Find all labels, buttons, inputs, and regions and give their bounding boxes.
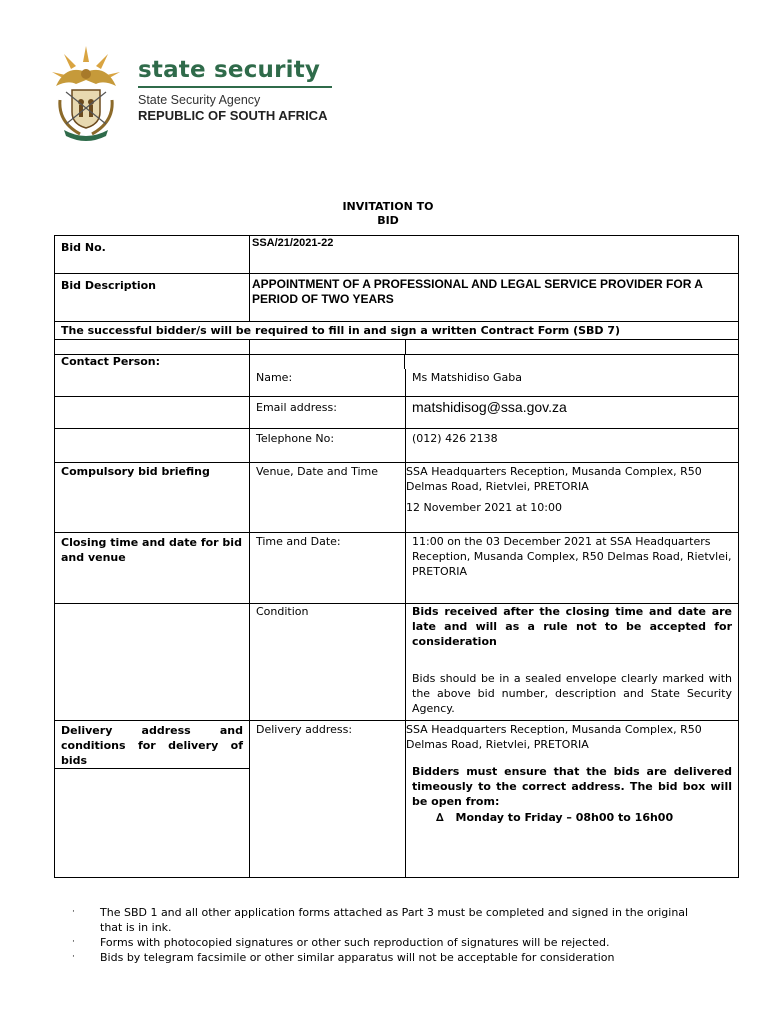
closing-sublabel: Time and Date:: [250, 533, 406, 603]
bid-description-value: APPOINTMENT OF A PROFESSIONAL AND LEGAL SERVICE PROVIDER FOR A PERIOD OF TWO YEARS: [252, 277, 703, 306]
email-label: Email address:: [250, 397, 406, 428]
briefing-label: Compulsory bid briefing: [55, 463, 250, 532]
spacer-cell: [406, 340, 738, 354]
table-row-condition: [55, 604, 738, 721]
delivery-address: SSA Headquarters Reception, Musanda Complex, R50 Delmas Road, Rietvlei, PRETORIA: [406, 723, 702, 751]
footer-notes: [70, 905, 690, 965]
condition-details: [406, 604, 738, 720]
closing-label: Closing time and date for bid and venue: [55, 533, 250, 603]
bullet-icon: ·: [72, 952, 75, 962]
condition-label: Condition: [250, 604, 406, 720]
empty-cell: [55, 604, 250, 720]
delivery-sublabel-cell: [250, 721, 406, 877]
name-label: Name:: [250, 369, 406, 396]
title-line-2: BID: [377, 214, 399, 227]
table-row-closing: [55, 533, 738, 604]
bid-no-label: Bid No.: [55, 236, 250, 273]
delivery-label: Delivery address and conditions for delivery of bids: [55, 721, 249, 769]
name-value: Ms Matshidiso Gaba: [412, 371, 523, 384]
delivery-hours: Monday to Friday – 08h00 to 16h00: [455, 811, 674, 824]
briefing-details: [406, 463, 738, 532]
note-text: Bids by telegram facsimile or other similar apparatus will not be acceptable for consideration: [100, 951, 615, 964]
briefing-venue: SSA Headquarters Reception, Musanda Complex, R50 Delmas Road, Rietvlei, PRETORIA: [406, 465, 702, 493]
spacer-cell: [250, 340, 406, 354]
header-logo: [44, 42, 344, 142]
bullet-icon: ·: [72, 937, 75, 947]
table-row-telephone: [55, 429, 738, 463]
table-row-contract-note: [55, 322, 738, 340]
country-name: REPUBLIC OF SOUTH AFRICA: [138, 108, 328, 123]
note-text: Forms with photocopied signatures or other such reproduction of signatures will be rejected.: [100, 936, 610, 949]
empty-cell: [249, 355, 405, 369]
closing-value: 11:00 on the 03 December 2021 at SSA Headquarters Reception, Musanda Complex, R50 Delmas Road, Rietvlei, PRETORIA: [412, 535, 732, 578]
contract-note: The successful bidder/s will be required to fill in and sign a written Contract Form (SBD 7): [61, 324, 621, 337]
table-row-briefing: [55, 463, 738, 533]
brand-name: state security: [138, 57, 321, 83]
bid-description-label: Bid Description: [55, 274, 250, 321]
empty-cell: [405, 355, 738, 369]
list-item: [70, 905, 690, 935]
telephone-label: Telephone No:: [250, 429, 406, 462]
delivery-sublabel: Delivery address:: [256, 723, 353, 736]
coat-of-arms-icon: [44, 42, 128, 142]
table-row-spacer: [55, 340, 738, 355]
late-bids-warning: Bids received after the closing time and date are late and will as a rule not to be accepted for consideration: [412, 605, 732, 648]
table-row-contact-person: [55, 355, 738, 369]
delivery-label-cell: [55, 721, 250, 877]
document-title: [300, 200, 476, 228]
empty-cell: [55, 397, 250, 428]
title-line-1: INVITATION TO: [342, 200, 434, 213]
brand-divider: [138, 86, 332, 88]
empty-cell: [55, 369, 250, 396]
spacer-cell: [55, 340, 250, 354]
telephone-value: (012) 426 2138: [412, 432, 498, 445]
briefing-date: 12 November 2021 at 10:00: [406, 501, 562, 514]
table-row-bid-no: [55, 236, 738, 274]
bid-no-value: SSA/21/2021-22: [252, 237, 334, 249]
table-row-bid-description: [55, 274, 738, 322]
note-text: The SBD 1 and all other application forms attached as Part 3 must be completed and signed in the original that is in ink.: [100, 906, 689, 934]
empty-cell: [55, 429, 250, 462]
list-item: [70, 935, 690, 950]
briefing-sublabel: Venue, Date and Time: [250, 463, 406, 532]
bid-table: [54, 235, 739, 878]
table-row-delivery: [55, 721, 738, 877]
table-row-email: [55, 397, 738, 429]
delivery-hours-line: [406, 810, 732, 825]
table-row-name: [55, 369, 738, 397]
delivery-warning: Bidders must ensure that the bids are delivered timeously to the correct address. The bid box will be open from:: [412, 765, 732, 808]
envelope-note: Bids should be in a sealed envelope clearly marked with the above bid number, description and State Security Agency.: [412, 672, 732, 715]
bullet-icon: ·: [72, 907, 75, 917]
triangle-icon: ∆: [436, 811, 444, 824]
contact-person-label: Contact Person:: [61, 355, 161, 368]
agency-name: State Security Agency: [138, 93, 261, 107]
email-value: matshidisog@ssa.gov.za: [412, 399, 567, 415]
brand-block: [138, 56, 332, 124]
list-item: [70, 950, 690, 965]
delivery-details: [406, 721, 738, 877]
